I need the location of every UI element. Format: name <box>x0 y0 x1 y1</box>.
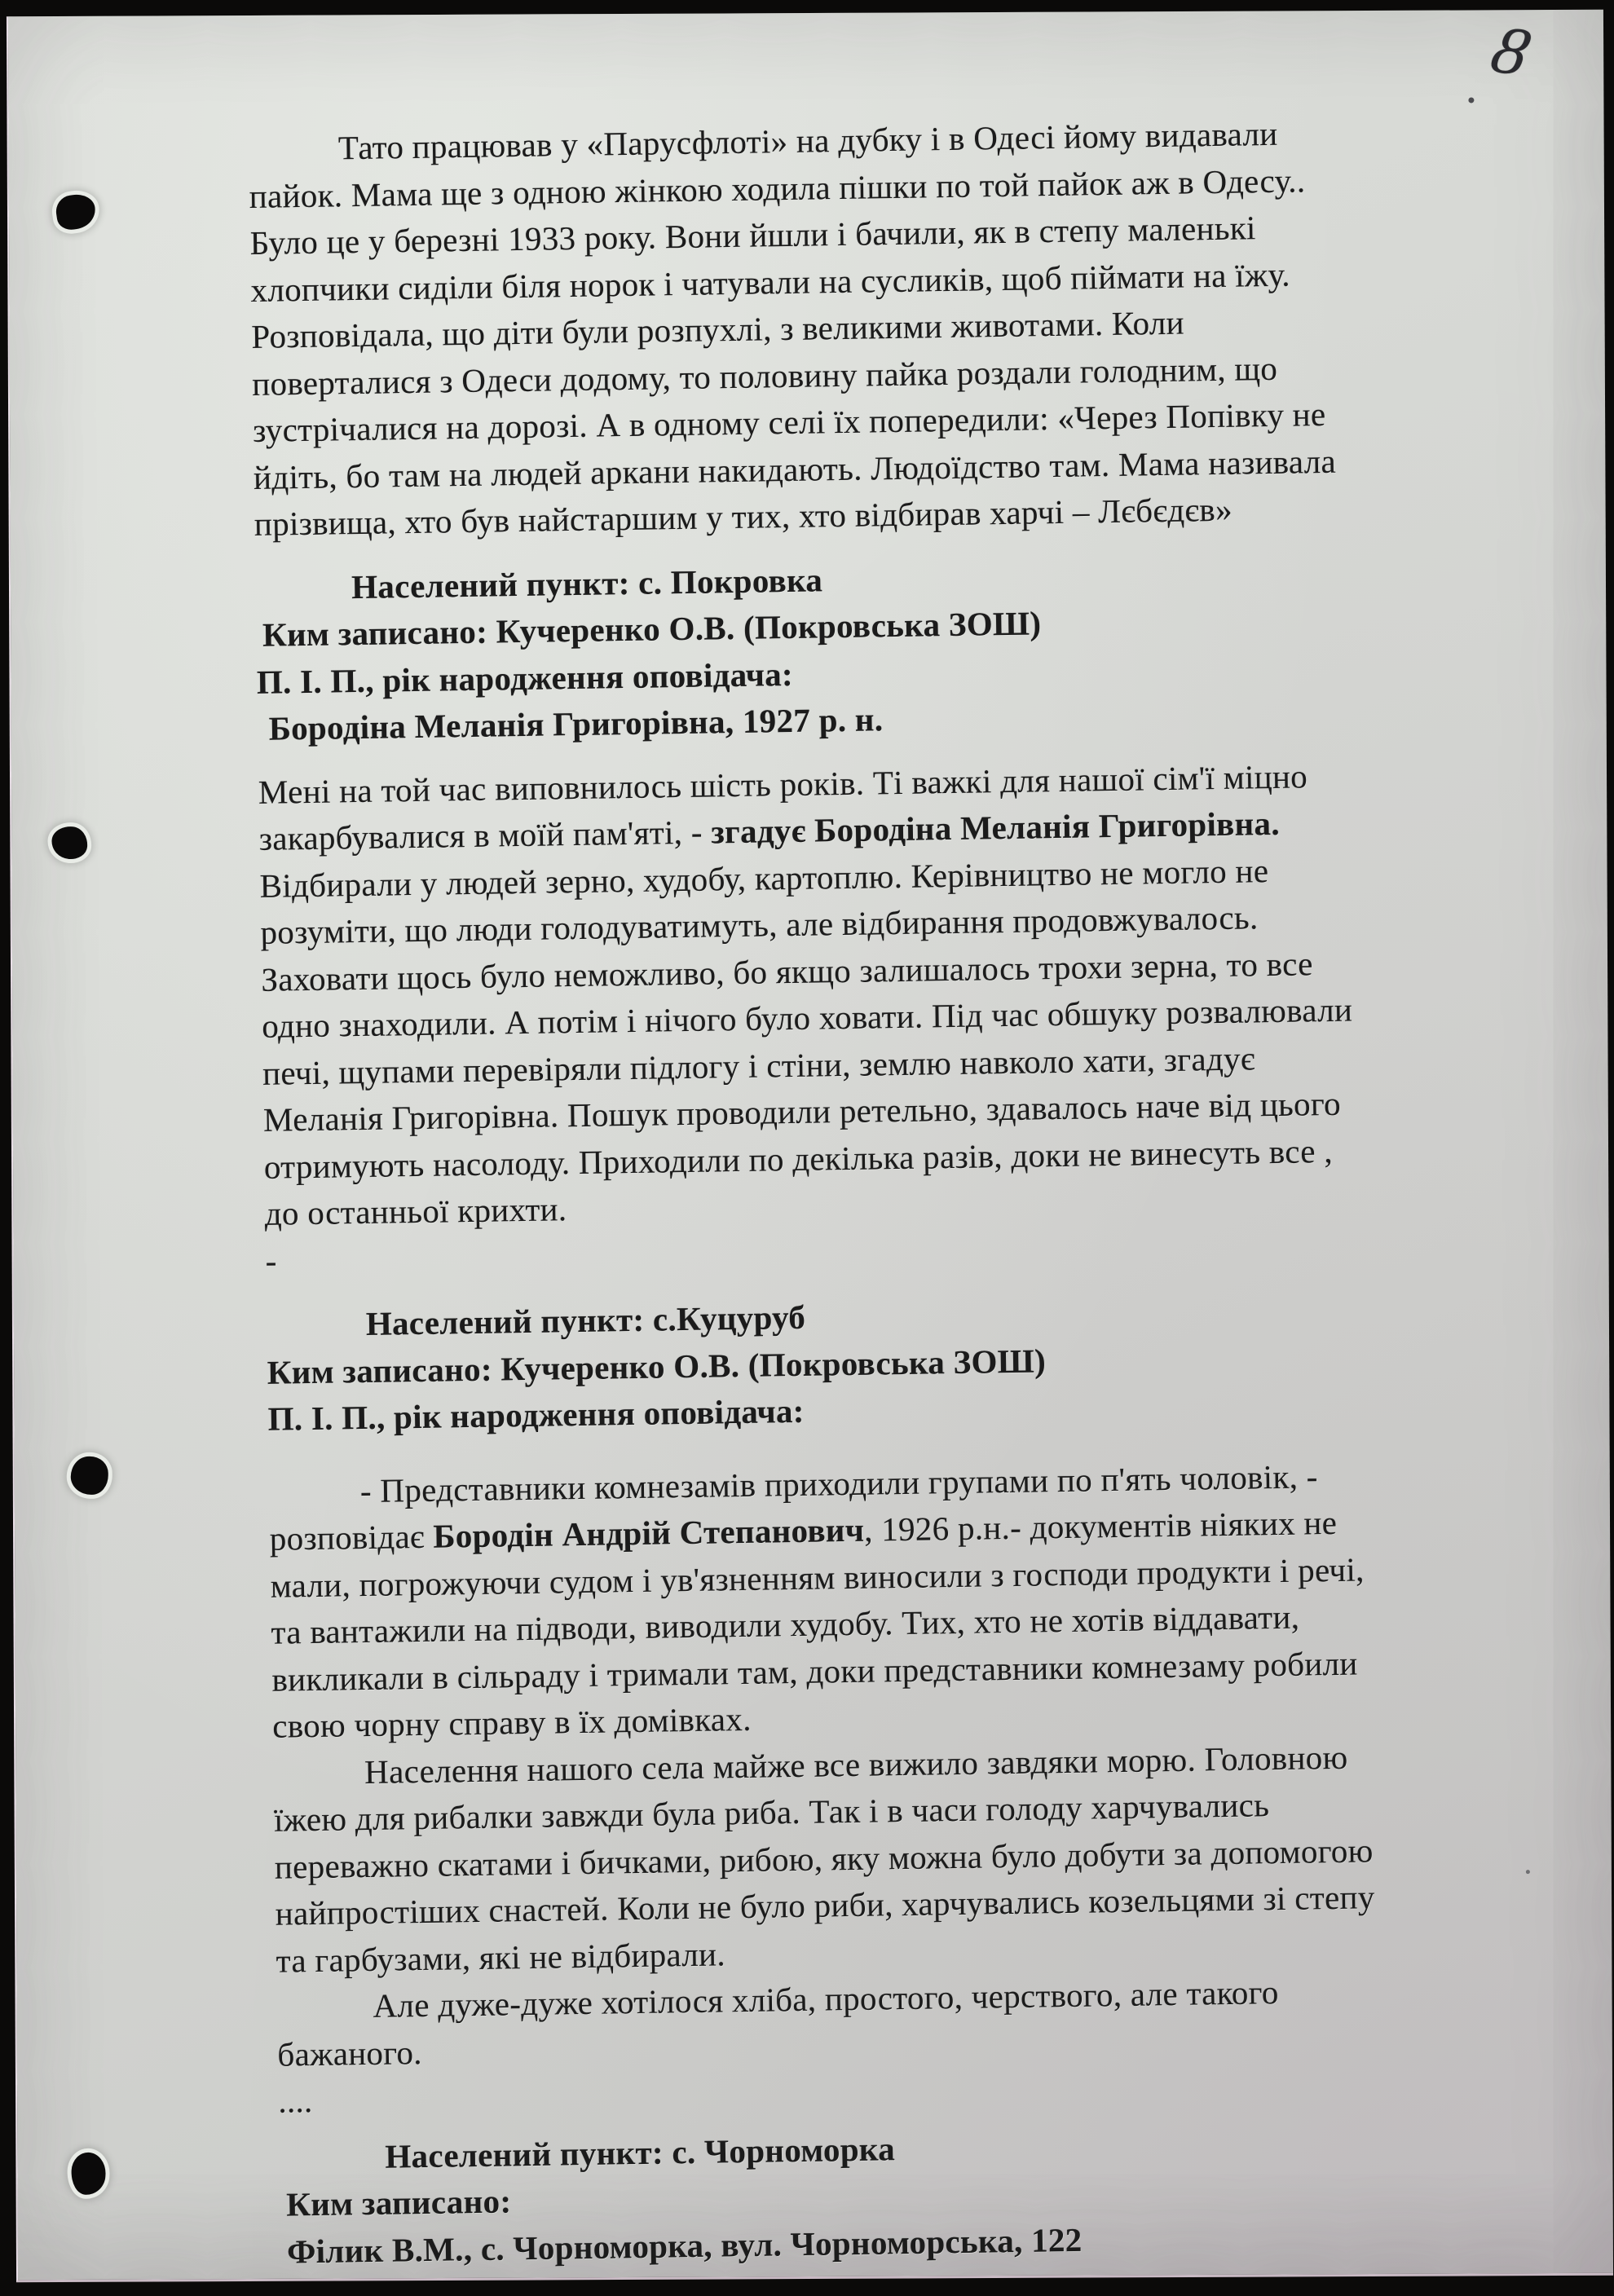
text-run: Відбирали у людей зерно, худобу, картоплю. Керівництво не могло не <box>259 851 1269 905</box>
text-run: отримують насолоду. Приходили по декілька разів, доки не винесуть все , <box>263 1131 1334 1186</box>
text-run: їжею для рибалки завжди була риба. Так і в часи голоду харчувались <box>273 1786 1270 1839</box>
text-run: прізвища, хто був найстаршим у тих, хто відбирав харчі – Лєбєдєв» <box>254 490 1233 543</box>
testimony-paragraph-borodina <box>258 749 1570 1285</box>
hole-punch <box>51 825 89 861</box>
text-run: .... <box>277 2082 313 2120</box>
text-run: , 1926 р.н.- документів ніяких не <box>863 1503 1338 1549</box>
scan-speck <box>1468 97 1474 103</box>
text-run: Заховати щось було неможливо, бо якщо залишалось трохи зерна, то все <box>261 944 1313 998</box>
bold-text-run: Ким записано: Кучеренко О.В. (Покровська ЗОШ) <box>262 604 1042 654</box>
text-run: Меланія Григорівна. Пошук проводили ретельно, здавалось наче від цього <box>262 1084 1342 1139</box>
record-header-chornomorka <box>279 2115 1585 2276</box>
text-run: викликали в сільраду і тримали там, доки представники комнезаму робили <box>271 1644 1358 1699</box>
text-run: Було це у березні 1933 року. Вони йшли і бачили, як в степу маленькі <box>249 209 1257 262</box>
text-run: до останньої крихти. <box>264 1190 567 1232</box>
text-run: - <box>265 1241 277 1280</box>
text-run: Мені на той час виповнилось шість років. Ті важкі для нашої сім'ї міцно <box>258 756 1308 811</box>
bold-text-run: П. І. П., рік народження оповідача: <box>256 654 794 701</box>
document-text <box>249 107 1585 2276</box>
text-run: свою чорну справу в їх домівках. <box>271 1699 752 1745</box>
text-run: мали, погрожуючи судом і ув'язненням виносили з господи продукти і речі, <box>270 1549 1365 1605</box>
text-run: печі, щупами перевіряли підлогу і стіни, землю навколо хати, згадує <box>262 1038 1256 1092</box>
text-run: пайок. Мама ще з одною жінкою ходила пішки по той пайок аж в Одесу.. <box>249 161 1306 215</box>
text-run: йдіть, бо там на людей аркани накидають. Людоїдство там. Мама називала <box>253 442 1337 496</box>
text-run: Тато працював у «Парусфлоті» на дубку і в Одесі йому видавали <box>337 114 1278 167</box>
hole-punch <box>70 2152 106 2196</box>
text-run: та гарбузами, які не відбирали. <box>276 1934 726 1980</box>
handwritten-page-number: 8 <box>1484 11 1537 91</box>
text-run: бажаного. <box>277 2033 423 2073</box>
bold-text-run: П. І. П., рік народження оповідача: <box>267 1391 805 1438</box>
bold-text-run: Населений пункт: с. Покровка <box>351 560 823 606</box>
testimony-paragraph-odesa-ration <box>249 107 1559 549</box>
bold-text-run: Населений пункт: с.Куцуруб <box>365 1298 806 1342</box>
bold-text-run: Філик В.М., с. Чорноморка, вул. Чорноморська, 122 <box>286 2220 1083 2271</box>
bold-text-run: Бородіна Меланія Григорівна, 1927 р. н. <box>268 700 884 747</box>
text-run: Розповідала, що діти були розпухлі, з великими животами. Коли <box>251 303 1185 355</box>
bold-text-run: Ким записано: Кучеренко О.В. (Покровська ЗОШ) <box>267 1341 1047 1391</box>
text-run: - Представники комнезамів приходили групами по п'ять чоловік, - <box>359 1456 1319 1509</box>
record-header-kutsurub <box>266 1283 1572 1443</box>
bold-text-run: Бородін Андрій Степанович <box>433 1510 865 1555</box>
bold-text-run: згадує Бородіна Меланія Григорівна. <box>710 804 1281 851</box>
testimony-paragraph-sea <box>273 1730 1581 1985</box>
hole-punch <box>71 1456 108 1495</box>
bold-text-run: Населений пункт: с. Чорноморка <box>385 2129 896 2175</box>
text-run: одно знаходили. А потім і нічого було ховати. Під час обшуку розвалювали <box>261 990 1353 1045</box>
text-run: поверталися з Одеси додому, то половину пайка роздали голодним, що <box>251 349 1278 403</box>
text-run: хлопчики сиділи біля норок і чатували на сусликів, щоб піймати на їжу. <box>250 255 1291 309</box>
text-run: Але дуже-дуже хотілося хліба, простого, черствого, але такого <box>373 1973 1279 2025</box>
testimony-paragraph-borodin <box>269 1449 1577 1750</box>
text-run: закарбувалися в моїй пам'яті, - <box>258 813 712 857</box>
text-run: та вантажили на підводи, виводили худобу. Тих, хто не хотів віддавати, <box>271 1598 1300 1651</box>
text-run: Населення нашого села майже все вижило завдяки морю. Головною <box>364 1738 1348 1791</box>
hole-punch <box>54 192 98 231</box>
text-run: зустрічалися на дорозі. А в одному селі їх попередили: «Через Попівку не <box>252 394 1326 449</box>
text-run: розуміти, що люди голодуватимуть, але відбирання продовжувалось. <box>260 898 1259 951</box>
text-run: переважно скатами і бичками, рибою, яку можна було добути за допомогою <box>274 1831 1374 1886</box>
text-run: найпростіших снастей. Коли не було риби, харчувались козельцями зі степу <box>275 1878 1375 1932</box>
bold-text-run: Ким записано: <box>285 2182 512 2223</box>
text-run: розповідає <box>269 1517 434 1558</box>
document-page <box>7 10 1613 2283</box>
record-header-pokrovka <box>255 545 1562 752</box>
